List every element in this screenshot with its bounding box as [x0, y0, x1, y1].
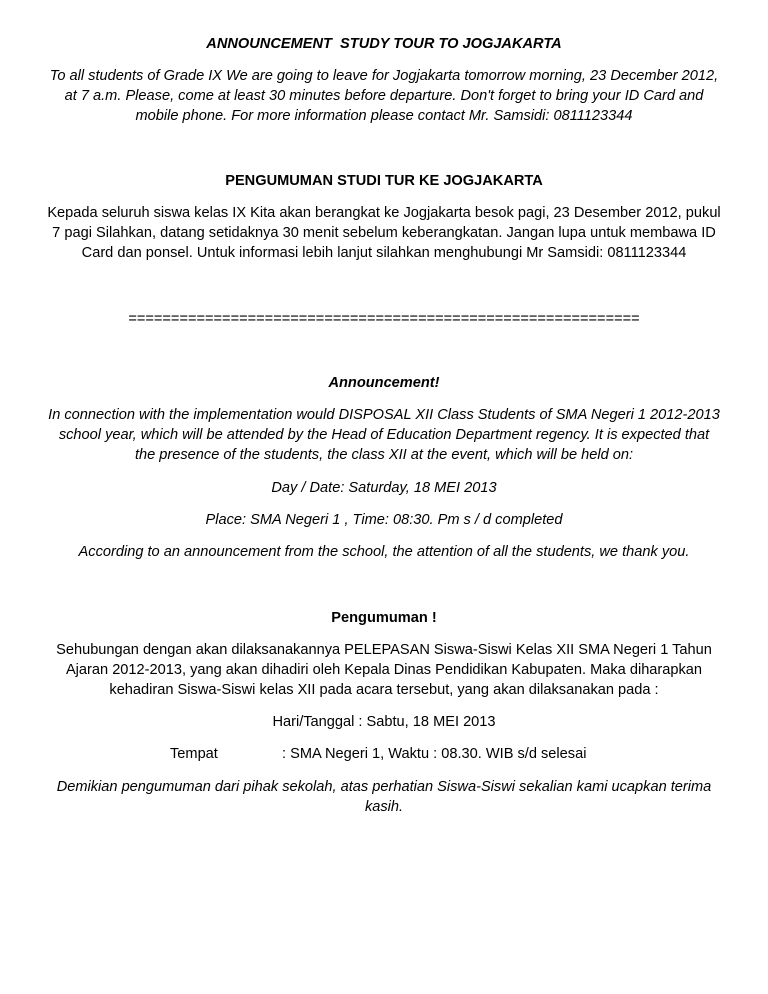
announcement-id-1-line-2: 7 pagi Silahkan, datang setidaknya 30 menit sebelum keberangkatan. Jangan lupa untuk membawa ID: [52, 225, 716, 241]
announcement-en-2-title: Announcement!: [328, 375, 440, 391]
announcement-en-2-day-date: Day / Date: Saturday, 18 MEI 2013: [271, 480, 497, 496]
announcement-id-1-line-1: Kepada seluruh siswa kelas IX Kita akan berangkat ke Jogjakarta besok pagi, 23 Desember 2012, pukul: [47, 205, 721, 221]
announcement-id-1-title: PENGUMUMAN STUDI TUR KE JOGJAKARTA: [225, 173, 543, 189]
announcement-id-1-line-3: Card dan ponsel. Untuk informasi lebih lanjut silahkan menghubungi Mr Samsidi: 0811123344: [81, 245, 687, 261]
announcement-en-2-line-2: school year, which will be attended by the Head of Education Department regency. It is expected that: [58, 427, 710, 443]
announcement-id-2-line-2: Ajaran 2012-2013, yang akan dihadiri oleh Kepala Dinas Pendidikan Kabupaten. Maka diharapkan: [65, 662, 703, 678]
announcement-en-1-line-1: To all students of Grade IX We are going to leave for Jogjakarta tomorrow morning, 23 December 2012,: [49, 68, 719, 84]
announcement-id-2-line-3: kehadiran Siswa-Siswi kelas XII pada acara tersebut, yang akan dilaksanakan pada :: [109, 682, 659, 698]
announcement-en-2-line-3: the presence of the students, the class XII at the event, which will be held on:: [134, 447, 634, 463]
announcement-id-2-closing-line-2: kasih.: [364, 799, 404, 815]
announcement-en-2-place-time: Place: SMA Negeri 1 , Time: 08:30. Pm s / d completed: [205, 512, 563, 528]
announcement-id-2-line-1: Sehubungan dengan akan dilaksanakannya PELEPASAN Siswa-Siswi Kelas XII SMA Negeri 1 Tahun: [56, 642, 712, 658]
tempat-label: Tempat: [170, 746, 218, 762]
announcement-id-2-title: Pengumuman !: [331, 610, 437, 626]
document-page: [30, 0, 738, 994]
separator-line: ============================================================: [128, 311, 640, 327]
announcement-en-1-title: ANNOUNCEMENT STUDY TOUR TO JOGJAKARTA: [206, 36, 562, 52]
announcement-en-2-closing: According to an announcement from the school, the attention of all the students, we thank you.: [78, 544, 690, 560]
announcement-id-2-hari-tanggal: Hari/Tanggal : Sabtu, 18 MEI 2013: [272, 714, 496, 730]
announcement-en-1-line-2: at 7 a.m. Please, come at least 30 minutes before departure. Don't forget to bring your ID Card and: [64, 88, 704, 104]
announcement-id-2-closing-line-1: Demikian pengumuman dari pihak sekolah, atas perhatian Siswa-Siswi sekalian kami ucapkan terima: [56, 779, 712, 795]
announcement-en-1-line-3: mobile phone. For more information please contact Mr. Samsidi: 0811123344: [135, 108, 633, 124]
tempat-value: : SMA Negeri 1, Waktu : 08.30. WIB s/d selesai: [282, 746, 587, 762]
announcement-en-2-line-1: In connection with the implementation would DISPOSAL XII Class Students of SMA Negeri 1 2012-2013: [48, 407, 720, 423]
